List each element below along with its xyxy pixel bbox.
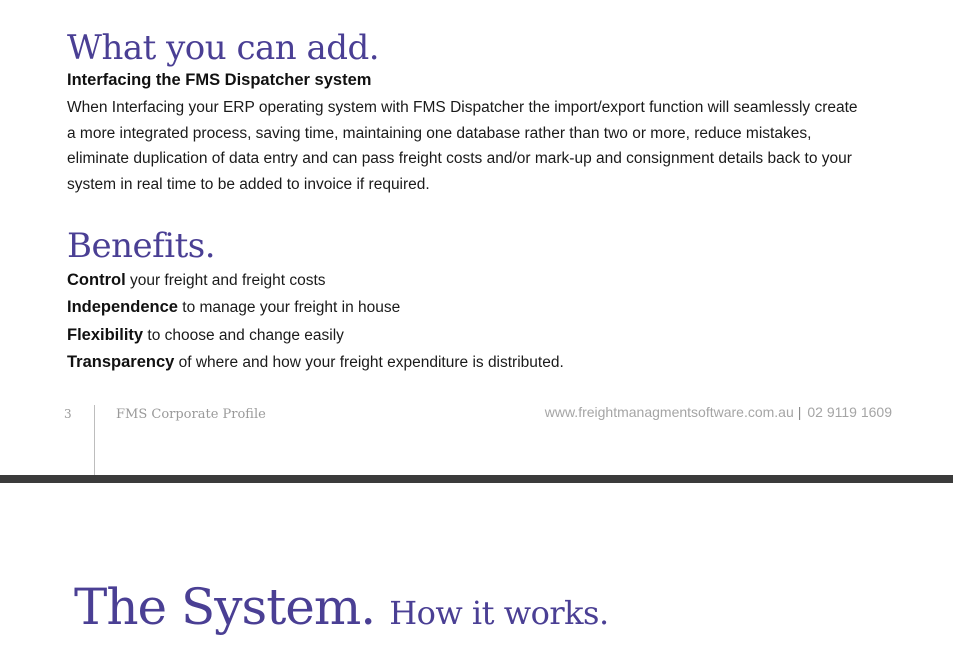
benefit-item-control <box>67 267 564 294</box>
system-title-sub: How it works. <box>389 594 609 632</box>
benefits-heading: Benefits. <box>67 226 216 266</box>
benefit-term: Transparency <box>67 352 175 371</box>
benefit-text: to manage your freight in house <box>177 299 401 317</box>
benefit-item-independence <box>67 294 564 321</box>
system-title-main: The System. <box>74 578 376 636</box>
benefits-list <box>67 267 564 376</box>
benefit-item-flexibility <box>67 322 564 349</box>
benefit-item-transparency <box>67 349 564 376</box>
system-title <box>74 578 609 636</box>
benefit-text: your freight and freight costs <box>125 272 326 289</box>
page-number: 3 <box>64 407 72 421</box>
interfacing-paragraph: When Interfacing your ERP operating system with FMS Dispatcher the import/export function will seamlessly create a more integrated process, saving time, maintaining one database rather than two or more, reduce mistakes, eliminate duplication of data entry and can pass freight costs and/or mark-up and consignment details back to your system in real time to be added to invoice if required. <box>67 99 858 194</box>
benefit-term: Flexibility <box>67 325 144 344</box>
phone-number: 02 9119 1609 <box>807 404 892 420</box>
website-link[interactable]: www.freightmanagmentsoftware.com.au <box>544 404 794 420</box>
footer-profile-label: FMS Corporate Profile <box>116 407 266 422</box>
interfacing-subheading: Interfacing the FMS Dispatcher system <box>67 71 372 89</box>
benefit-term: Independence <box>67 298 178 317</box>
benefit-text: of where and how your freight expenditure is distributed. <box>174 353 564 371</box>
benefit-term: Control <box>67 271 126 289</box>
what-you-can-add-heading: What you can add. <box>67 28 380 68</box>
footer-divider <box>94 405 95 475</box>
page-divider-bar <box>0 475 953 483</box>
benefit-text: to choose and change easily <box>143 326 344 344</box>
contact-separator: | <box>797 404 802 420</box>
footer-contact <box>545 404 892 420</box>
